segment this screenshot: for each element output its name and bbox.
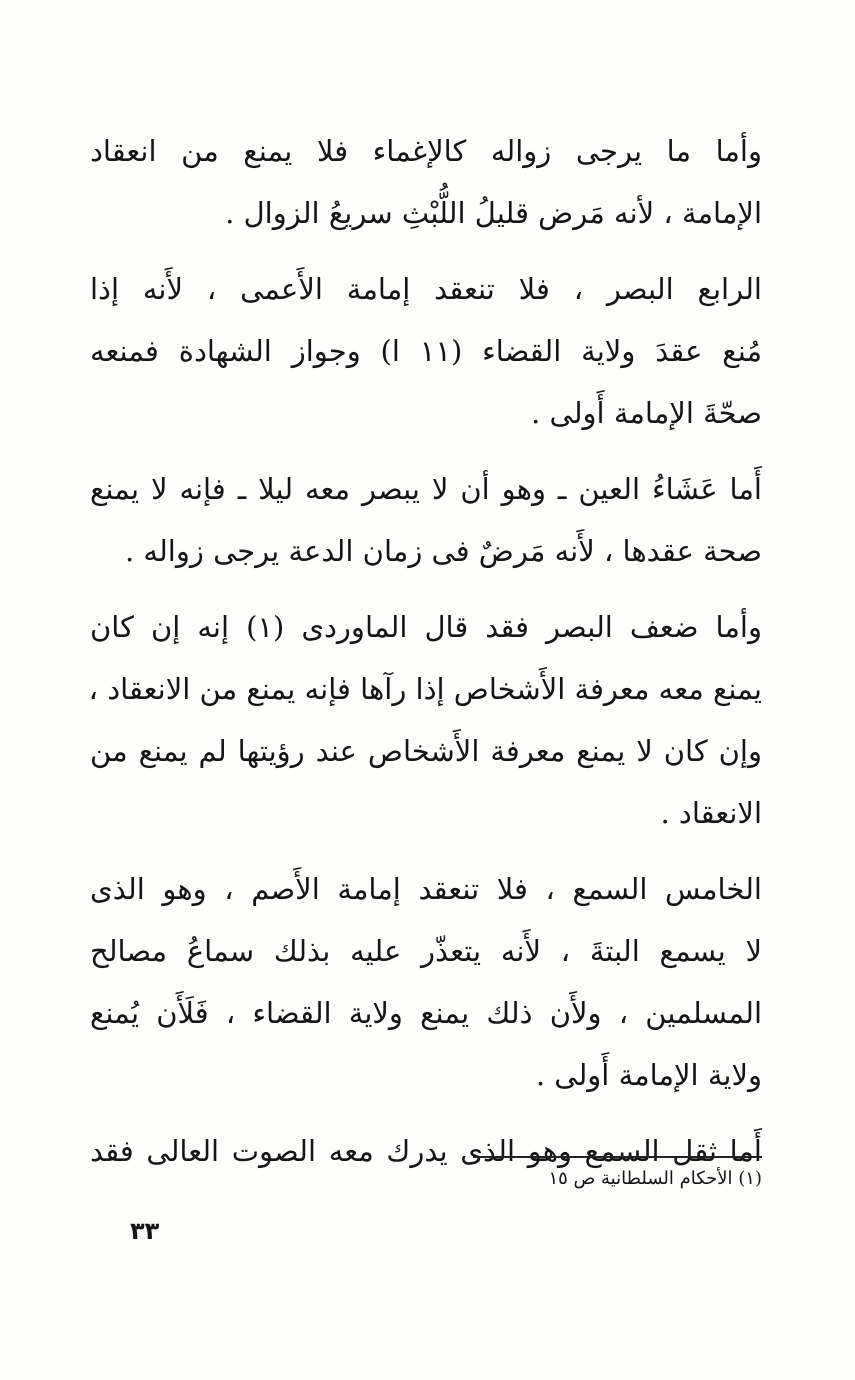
text-line: الخامس السمع ، فلا تنعقد إمامة الأَصم ، وهو الذى (90, 872, 762, 906)
text-line: يمنع معه معرفة الأَشخاص إذا رآها فإنه يمنع من الانعقاد ، (88, 672, 762, 706)
text-line: وأما ما يرجى زواله كالإغماء فلا يمنع من انعقاد (90, 134, 762, 168)
text-line: أَما عَشَاءُ العين ـ وهو أن لا يبصر معه ليلا ـ فإنه لا يمنع (90, 472, 762, 506)
text-line: الانعقاد . (660, 796, 762, 830)
text-line: الرابع البصر ، فلا تنعقد إمامة الأَعمى ، لأَنه إذا (90, 272, 762, 306)
paragraph-1 (90, 120, 762, 244)
page-number: ٣٣ (130, 1217, 160, 1245)
paragraph-2 (90, 258, 762, 444)
paragraph-3 (90, 458, 762, 582)
paragraph-5 (90, 858, 762, 1106)
footnote-divider (473, 1156, 762, 1158)
text-line: وإن كان لا يمنع معرفة الأَشخاص عند رؤيتها لم يمنع من (90, 734, 762, 768)
text-line: أَما ثقل السمع وهو الذى يدرك معه الصوت العالى فقد (90, 1134, 762, 1168)
text-line: الإمامة ، لأنه مَرض قليلُ اللُّبْثِ سريعُ الزوال . (225, 196, 762, 230)
text-line: صحة عقدها ، لأَنه مَرضٌ فى زمان الدعة يرجى زواله . (124, 534, 762, 568)
text-line: المسلمين ، ولأَن ذلك يمنع ولاية القضاء ، فَلَأَن يُمنع (90, 996, 762, 1030)
main-text (90, 120, 762, 1196)
text-line: ولاية الإمامة أَولى . (535, 1058, 762, 1092)
text-line: لا يسمع البتةَ ، لأَنه يتعذّر عليه بذلك سماعُ مصالح (90, 934, 762, 968)
footnote: (١) الأحكام السلطانية ص ١٥ (548, 1168, 762, 1189)
paragraph-4 (90, 596, 762, 844)
text-line: مُنع عقدَ ولاية القضاء (١١ ا) وجواز الشهادة فمنعه (90, 334, 762, 368)
text-line: وأما ضعف البصر فقد قال الماوردى (١) إنه إن كان (90, 610, 762, 644)
text-line: صحّةَ الإمامة أَولى . (531, 396, 762, 430)
